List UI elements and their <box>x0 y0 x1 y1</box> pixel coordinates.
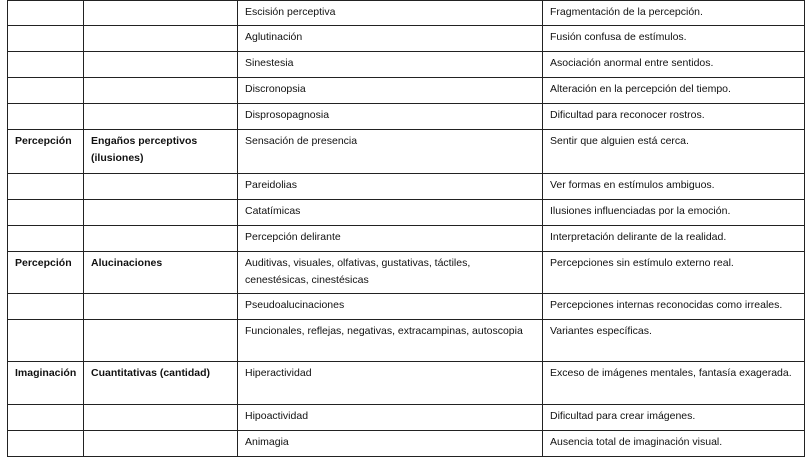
area-cell <box>8 104 84 130</box>
item-cell: Sensación de presencia <box>238 130 543 174</box>
table-row <box>8 320 805 362</box>
category-cell <box>84 226 238 252</box>
description-cell: Ilusiones influenciadas por la emoción. <box>543 200 805 226</box>
description-cell: Fragmentación de la percepción. <box>543 1 805 26</box>
description-cell: Sentir que alguien está cerca. <box>543 130 805 174</box>
table-row <box>8 52 805 78</box>
table-row <box>8 200 805 226</box>
item-cell: Pareidolias <box>238 174 543 200</box>
table-row <box>8 226 805 252</box>
item-cell: Auditivas, visuales, olfativas, gustativas, táctiles, cenestésicas, cinestésicas <box>238 252 543 294</box>
category-cell <box>84 294 238 320</box>
area-cell <box>8 226 84 252</box>
table-row <box>8 362 805 405</box>
area-cell <box>8 405 84 431</box>
table-row <box>8 252 805 294</box>
area-cell <box>8 320 84 362</box>
area-cell <box>8 52 84 78</box>
category-cell: Alucinaciones <box>84 252 238 294</box>
table-row <box>8 174 805 200</box>
table-row <box>8 294 805 320</box>
table-row <box>8 405 805 431</box>
category-cell <box>84 405 238 431</box>
item-cell: Catatímicas <box>238 200 543 226</box>
description-cell: Interpretación delirante de la realidad. <box>543 226 805 252</box>
table-row <box>8 78 805 104</box>
category-cell <box>84 431 238 457</box>
item-cell: Hipoactividad <box>238 405 543 431</box>
category-cell <box>84 104 238 130</box>
area-cell: Percepción <box>8 130 84 174</box>
area-cell <box>8 174 84 200</box>
item-cell: Escisión perceptiva <box>238 1 543 26</box>
item-cell: Pseudoalucinaciones <box>238 294 543 320</box>
description-cell: Variantes específicas. <box>543 320 805 362</box>
area-cell <box>8 26 84 52</box>
table-row <box>8 431 805 457</box>
category-cell <box>84 320 238 362</box>
item-cell: Aglutinación <box>238 26 543 52</box>
description-cell: Fusión confusa de estímulos. <box>543 26 805 52</box>
category-cell <box>84 26 238 52</box>
psychopathology-table <box>7 0 805 457</box>
table-body <box>8 1 805 457</box>
description-cell: Ver formas en estímulos ambiguos. <box>543 174 805 200</box>
item-cell: Hiperactividad <box>238 362 543 405</box>
area-cell: Percepción <box>8 252 84 294</box>
item-cell: Animagia <box>238 431 543 457</box>
table-row <box>8 1 805 26</box>
category-cell: Engaños perceptivos (ilusiones) <box>84 130 238 174</box>
table-row <box>8 104 805 130</box>
item-cell: Sinestesia <box>238 52 543 78</box>
description-cell: Percepciones internas reconocidas como irreales. <box>543 294 805 320</box>
description-cell: Alteración en la percepción del tiempo. <box>543 78 805 104</box>
category-cell <box>84 174 238 200</box>
area-cell <box>8 200 84 226</box>
description-cell: Ausencia total de imaginación visual. <box>543 431 805 457</box>
item-cell: Percepción delirante <box>238 226 543 252</box>
category-cell <box>84 1 238 26</box>
description-cell: Dificultad para crear imágenes. <box>543 405 805 431</box>
area-cell <box>8 78 84 104</box>
description-cell: Asociación anormal entre sentidos. <box>543 52 805 78</box>
area-cell <box>8 1 84 26</box>
table-row <box>8 26 805 52</box>
area-cell <box>8 431 84 457</box>
item-cell: Disprosopagnosia <box>238 104 543 130</box>
area-cell: Imaginación <box>8 362 84 405</box>
area-cell <box>8 294 84 320</box>
description-cell: Percepciones sin estímulo externo real. <box>543 252 805 294</box>
category-cell <box>84 52 238 78</box>
description-cell: Exceso de imágenes mentales, fantasía exagerada. <box>543 362 805 405</box>
description-cell: Dificultad para reconocer rostros. <box>543 104 805 130</box>
category-cell <box>84 78 238 104</box>
item-cell: Discronopsia <box>238 78 543 104</box>
table-row <box>8 130 805 174</box>
category-cell <box>84 200 238 226</box>
category-cell: Cuantitativas (cantidad) <box>84 362 238 405</box>
item-cell: Funcionales, reflejas, negativas, extracampinas, autoscopia <box>238 320 543 362</box>
